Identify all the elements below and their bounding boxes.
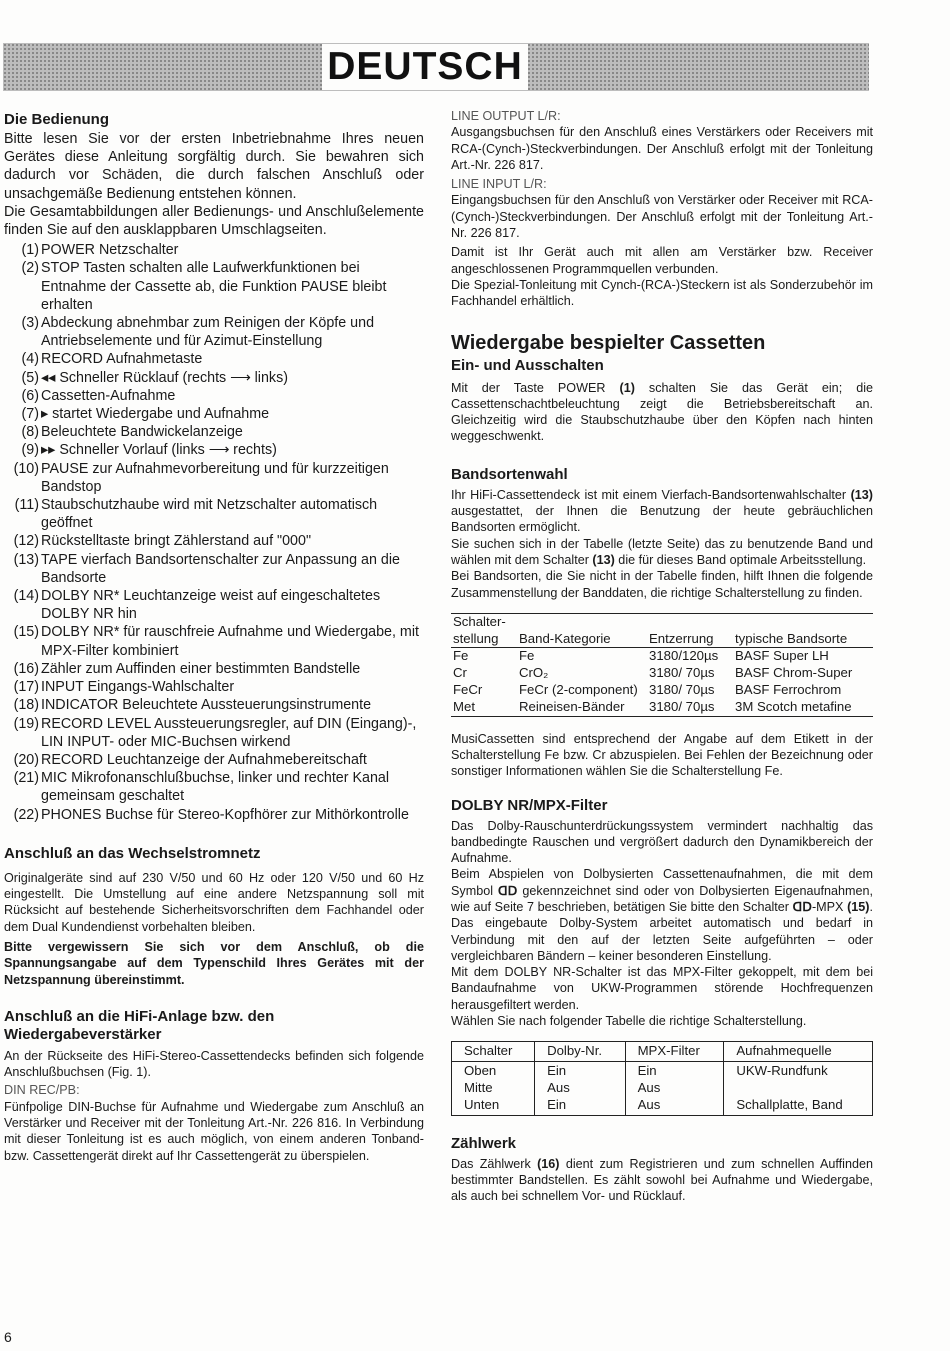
page-title: DEUTSCH: [322, 44, 528, 90]
list-item: [4, 660, 424, 678]
item-number: (14): [13, 588, 39, 605]
item-text: DOLBY NR* für rauschfreie Aufnahme und Wiedergabe, mit MPX-Filter kombiniert: [41, 624, 419, 659]
dolby-text-4: Wählen Sie nach folgender Tabelle die richtige Schalterstellung.: [451, 1014, 807, 1029]
playback-heading: Wiedergabe bespielter Cassetten: [451, 331, 766, 354]
item-number: (3): [21, 315, 39, 332]
list-item: [4, 387, 424, 405]
table-cell: Fe: [519, 648, 535, 664]
dolby-col-header: Aufnahmequelle: [724, 1042, 873, 1062]
dolby-switch-positions: Oben Mitte Unten: [452, 1062, 535, 1115]
item-text: STOP Tasten schalten alle Laufwerkfunktionen bei Entnahme der Cassette ab, die Funktion PAUSE bleibt erhalten: [41, 260, 387, 313]
table-row: [451, 648, 873, 665]
list-item: [4, 696, 424, 714]
operation-intro: Bitte lesen Sie vor der ersten Inbetriebnahme Ihres neuen Gerätes diese Anleitung sorgfältig durch. Sie bewahren sich dadurch vor Schäden, die durch falschen Anschluß oder unsachgemäße Bedienung entstehen können.: [4, 131, 424, 202]
item-number: (11): [14, 497, 39, 514]
item-text: ▸ startet Wiedergabe und Aufnahme: [41, 406, 270, 423]
table-cell: 3180/120µs: [649, 648, 719, 664]
item-text: RECORD LEVEL Aussteuerungsregler, auf DIN (Eingang)-, LIN INPUT- oder MIC-Buchsen wirkend: [41, 715, 417, 750]
list-item: [4, 369, 424, 387]
item-text: Zähler zum Auffinden einer bestimmten Bandstelle: [41, 660, 361, 677]
item-text: Cassetten-Aufnahme: [41, 387, 176, 404]
tape-col-header: typische Bandsorte: [735, 630, 848, 646]
table-cell: Cr: [453, 665, 467, 681]
list-item: [4, 751, 424, 769]
list-item: [4, 532, 424, 550]
dolby-heading: DOLBY NR/MPX-Filter: [451, 796, 608, 814]
connect-text-1: Damit ist Ihr Gerät auch mit allen am Verstärker bzw. Receiver angeschlossenen Programmquellen verbunden.: [451, 245, 873, 276]
item-number: (6): [21, 387, 39, 404]
item-text: Rückstelltaste bringt Zählerstand auf "000": [41, 533, 312, 550]
item-text: TAPE vierfach Bandsortenschalter zur Anpassung an die Bandsorte: [41, 551, 400, 586]
tape-text-3: Bei Bandsorten, die Sie nicht in der Tabelle finden, hilft Ihnen die folgende Zusammenstellung der Banddaten, die richtige Schalterstellung zu finden.: [451, 569, 873, 600]
table-row: [451, 682, 873, 699]
item-text: ◂◂ Schneller Rücklauf (rechts ⟶ links): [41, 369, 288, 386]
item-number: (20): [13, 751, 39, 768]
item-number: (17): [13, 679, 39, 696]
table-cell: Met: [453, 698, 475, 714]
controls-list: [4, 241, 424, 824]
item-text: Beleuchtete Bandwickelanzeige: [41, 424, 243, 441]
item-number: (13): [13, 551, 39, 568]
list-item: [4, 806, 424, 824]
list-item: [4, 769, 424, 805]
dolby-symbol-icon: ᗡᗞ: [792, 899, 812, 914]
mpx-filter-values: Ein Aus Aus: [625, 1062, 724, 1115]
item-text: POWER Netzschalter: [41, 242, 179, 259]
dolby-col-header: Dolby-Nr.: [535, 1042, 626, 1062]
list-item: [4, 496, 424, 532]
list-item: [4, 715, 424, 751]
item-number: (5): [21, 369, 39, 386]
table-cell: Reineisen-Bänder: [519, 698, 625, 714]
tape-col-header: Schalter-stellung: [453, 613, 506, 646]
list-item: [4, 441, 424, 459]
item-number: (16): [13, 660, 39, 677]
mains-text: Originalgeräte sind auf 230 V/50 und 60 Hz oder 120 V/50 und 60 Hz eingestellt. Die Umstellung auf eine andere Netzspannung soll mit Rücksicht auf bestehende Sicherheitsvorschriften dem Fachhandel oder dem Dual Kundendienst vorbehalten bleiben.: [4, 870, 424, 934]
connect-text-2: Die Spezial-Tonleitung mit Cynch-(RCA-)Steckern ist als Sonderzubehör im Fachhandel erhältlich.: [451, 277, 873, 309]
table-row: [451, 665, 873, 682]
item-text: INPUT Eingangs-Wahlschalter: [41, 679, 235, 696]
list-item: [4, 678, 424, 696]
power-text: Mit der Taste POWER (1) schalten Sie das Gerät ein; die Cassettenschachtbeleuchtung zeigt die Betriebsbereitschaft an. Gleichzeitig wird die Staubschutzhaube über den Köpfen nach hinten weggeschwenkt.: [451, 380, 874, 444]
dolby-text-3: Mit dem DOLBY NR-Schalter ist das MPX-Filter gekoppelt, mit dem bei Bandaufnahme von UKW-Programmen störende Hochfrequenzen herausgefiltert werden.: [451, 965, 873, 1012]
din-label: DIN REC/PB:: [4, 1083, 80, 1098]
tape-col-header: Entzerrung: [649, 630, 714, 646]
table-cell: FeCr: [453, 682, 483, 698]
dolby-text-1: Das Dolby-Rauschunterdrückungssystem vermindert nachhaltig das bandbedingte Rauschen und vergrößert dadurch den Dynamikbereich der Aufnahme.: [451, 818, 873, 866]
item-text: RECORD Leuchtanzeige der Aufnahmebereitschaft: [41, 751, 367, 768]
counter-text: Das Zählwerk (16) dient zum Registrieren und zum schnellen Auffinden bestimmter Bandstellen. Es zählt sowohl bei Aufnahme und Wiedergabe, als auch bei schnellem Vor- und Rücklauf.: [451, 1156, 873, 1204]
tape-table-header: [451, 613, 873, 648]
hifi-heading: Anschluß an die HiFi-Anlage bzw. den Wiedergabeverstärker: [4, 1007, 275, 1043]
table-cell: CrO₂: [519, 665, 549, 681]
table-cell: Fe: [453, 648, 469, 664]
line-input-label: LINE INPUT L/R:: [451, 177, 547, 192]
counter-heading: Zählwerk: [451, 1134, 517, 1152]
table-cell: BASF Super LH: [735, 648, 829, 664]
mains-heading: Anschluß an das Wechselstromnetz: [4, 844, 261, 862]
table-cell: BASF Ferrochrom: [735, 682, 842, 698]
page-number: 6: [4, 1329, 12, 1345]
item-number: (4): [21, 351, 39, 368]
item-text: Abdeckung abnehmbar zum Reinigen der Köpfe und Antriebselemente und für Azimut-Einstellung: [41, 315, 375, 350]
right-column: [451, 108, 873, 1204]
item-text: INDICATOR Beleuchtete Aussteuerungsinstrumente: [41, 697, 372, 714]
item-number: (21): [13, 770, 39, 787]
power-subheading: Ein- und Ausschalten: [451, 356, 604, 374]
item-number: (15): [13, 624, 39, 641]
operation-heading: Die Bedienung: [4, 111, 110, 128]
list-item: [4, 350, 424, 368]
list-item: [4, 405, 424, 423]
list-item: [4, 551, 424, 587]
left-column: [4, 110, 424, 1164]
item-text: PAUSE zur Aufnahmevorbereitung und für kurzzeitigen Bandstop: [41, 460, 389, 495]
list-item: [4, 460, 424, 496]
item-number: (12): [13, 533, 39, 550]
din-text: Fünfpolige DIN-Buchse für Aufnahme und Wiedergabe zum Anschluß an Verstärker und Receiver mit der Tonleitung Art.-Nr. 226 816. In Verbindung mit dieser Tonleitung ist es auch möglich, von einem anderen Tonband- bzw. Cassettengerät direkt auf Ihr Cassettengerät zu überspielen.: [4, 1099, 424, 1163]
item-number: (7): [21, 406, 39, 423]
table-cell: 3180/ 70µs: [649, 682, 715, 698]
list-item: [4, 259, 424, 314]
dolby-symbol-icon: ᗡᗞ: [498, 883, 518, 898]
item-number: (19): [13, 715, 39, 732]
table-cell: 3180/ 70µs: [649, 665, 715, 681]
item-text: RECORD Aufnahmetaste: [41, 351, 203, 368]
list-item: [4, 423, 424, 441]
tape-text-4: MusiCassetten sind entsprechend der Angabe auf dem Etikett in der Schalterstellung Fe bzw. Cr abzuspielen. Bei Fehlen der Bezeichnung oder sonstiger Informationen wählen Sie die Schalterstellung Fe.: [451, 731, 873, 779]
operation-figures-note: Die Gesamtabbildungen aller Bedienungs- und Anschlußelemente finden Sie auf den ausklappbaren Umschlagseiten.: [4, 203, 424, 239]
item-text: Staubschutzhaube wird mit Netzschalter automatisch geöffnet: [41, 497, 378, 532]
table-cell: BASF Chrom-Super: [735, 665, 853, 681]
recording-source-values: UKW-Rundfunk Schallplatte, Band: [724, 1062, 873, 1115]
list-item: [4, 241, 424, 259]
tape-text-2: Sie suchen sich in der Tabelle (letzte Seite) das zu benutzende Band und wählen mit dem Schalter (13) die für dieses Band optimale Arbeitsstellung.: [451, 536, 873, 567]
line-input-text: Eingangsbuchsen für den Anschluß von Verstärker oder Receiver mit RCA-(Cynch-)Steckverbindungen. Der Anschluß erfolgt mit der Tonleitung Art.-Nr. 226 817.: [451, 193, 873, 241]
item-text: PHONES Buchse für Stereo-Kopfhörer zur Mithörkontrolle: [41, 806, 409, 823]
item-number: (1): [21, 242, 39, 259]
table-cell: FeCr (2-component): [519, 682, 638, 698]
table-cell: 3180/ 70µs: [649, 698, 715, 714]
item-number: (10): [13, 460, 39, 477]
dolby-col-header: MPX-Filter: [625, 1042, 724, 1062]
table-cell: 3M Scotch metafine: [735, 698, 852, 714]
item-number: (9): [21, 442, 39, 459]
line-output-text: Ausgangsbuchsen für den Anschluß eines Verstärkers oder Receivers mit RCA-(Cynch-)Steckverbindungen. Der Anschluß erfolgt mit der Tonleitung Art.-Nr. 226 817.: [451, 125, 873, 172]
line-output-label: LINE OUTPUT L/R:: [451, 109, 561, 123]
list-item: [4, 314, 424, 350]
item-text: DOLBY NR* Leuchtanzeige weist auf eingeschaltetes DOLBY NR hin: [41, 588, 381, 623]
dolby-col-header: Schalter: [452, 1042, 535, 1062]
list-item: [4, 587, 424, 623]
tape-type-table: [451, 613, 873, 717]
tape-heading: Bandsortenwahl: [451, 465, 568, 483]
dolby-text-2: Beim Abspielen von Dolbysierten Cassettenaufnahmen, die mit dem Symbol ᗡᗞ gekennzeichnet sind oder von Dolbysierten Eigenaufnahmen, wie auf Seite 7 beschrieben, betätigen Sie bitte den Schalter ᗡᗞ-MPX (15). Das eingebaute Dolby-System arbeitet automatisch und bedarf in Verbindung mit den auf der letzten Seite aufgeführten – oder vergleichbaren Bändern – keiner besonderen Einstellung.: [451, 867, 873, 963]
dolby-table: [451, 1041, 873, 1115]
item-number: (18): [13, 697, 39, 714]
item-number: (2): [21, 260, 39, 277]
item-number: (8): [21, 424, 39, 441]
tape-col-header: Band-Kategorie: [519, 630, 611, 646]
mains-warning: Bitte vergewissern Sie sich vor dem Anschluß, ob die Spannungsangabe auf dem Typenschild Ihres Gerätes mit der Netzspannung übereinstimmt.: [4, 939, 424, 987]
item-text: ▸▸ Schneller Vorlauf (links ⟶ rechts): [41, 442, 277, 459]
dolby-nr-values: Ein Aus Ein: [535, 1062, 626, 1115]
item-number: (22): [13, 806, 39, 823]
item-text: MIC Mikrofonanschlußbuchse, linker und rechter Kanal gemeinsam geschaltet: [41, 770, 390, 805]
list-item: [4, 623, 424, 659]
tape-text-1: Ihr HiFi-Cassettendeck ist mit einem Vierfach-Bandsortenwahlschalter (13) ausgestattet, der Ihnen die Benutzung der heute gebräuchlichen Bandsorten ermöglicht.: [451, 487, 873, 535]
table-row: [451, 699, 873, 716]
hifi-intro: An der Rückseite des HiFi-Stereo-Cassettendecks befinden sich folgende Anschlußbuchsen (Fig. 1).: [4, 1048, 424, 1080]
